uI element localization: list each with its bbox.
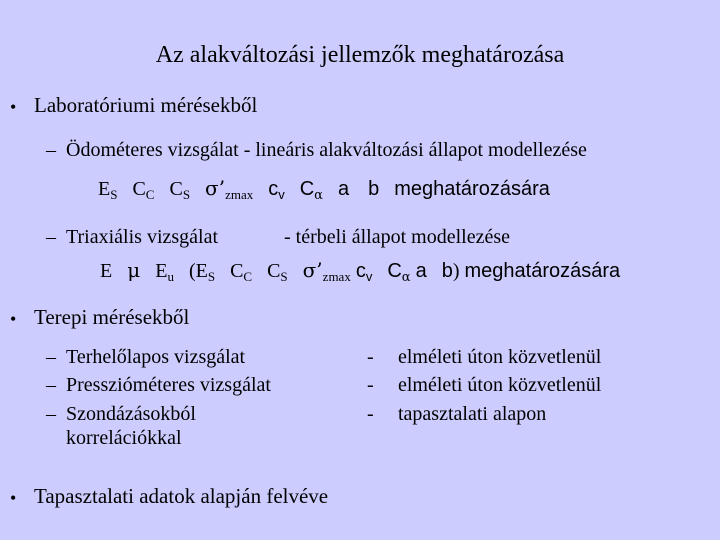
triaxial-description: - térbeli állapot modellezése <box>284 226 511 248</box>
dash-triaxial: – <box>46 226 56 248</box>
dash-field-1: – <box>46 346 56 368</box>
bullet-field: • <box>10 309 17 329</box>
field-note-3: tapasztalati alapon <box>398 403 547 425</box>
oedometer-label: Ödométeres vizsgálat - lineáris alakváltozási állapot modellezése <box>66 139 587 161</box>
empirical-heading: Tapasztalati adatok alapján felvéve <box>34 484 329 508</box>
param-mu: μ <box>127 258 141 282</box>
field-method-2: Presszióméteres vizsgálat <box>66 374 271 396</box>
triaxial-suffix: meghatározására <box>464 260 621 282</box>
oedometer-parameters <box>98 176 550 203</box>
slide-title: Az alakváltozási jellemzők meghatározása <box>155 42 565 68</box>
field-sep-2: - <box>367 374 374 396</box>
field-note-1: elméleti úton közvetlenül <box>398 346 602 368</box>
param-cc: $C_C$ <box>132 178 155 202</box>
param-calpha-tri: $C_\alpha$ <box>387 260 411 285</box>
param-cv: $c_v$ <box>268 178 285 202</box>
param-eu: $E_u$ <box>155 260 174 284</box>
param-cc-tri: $C_C$ <box>230 260 253 284</box>
triaxial-label: Triaxiális vizsgálat <box>66 226 219 248</box>
param-a: a <box>337 178 350 200</box>
field-method-3: Szondázásokból <box>66 403 196 425</box>
param-e: E <box>100 260 113 282</box>
dash-oedometer: – <box>46 139 56 161</box>
bullet-laboratory: • <box>10 97 17 117</box>
param-sigma-zmax: $\sigma’_{zmax}$ <box>205 176 254 202</box>
bullet-empirical: • <box>10 488 17 508</box>
field-method-3-cont: korrelációkkal <box>66 427 182 449</box>
field-method-1: Terhelőlapos vizsgálat <box>66 346 246 368</box>
field-heading: Terepi mérésekből <box>34 305 190 329</box>
field-sep-3: - <box>367 403 374 425</box>
field-sep-1: - <box>367 346 374 368</box>
param-es-tri: ($E_S$ <box>188 260 216 284</box>
triaxial-parameters <box>100 258 620 285</box>
param-sigma-zmax-tri: $\sigma’_{zmax}$ <box>302 258 351 284</box>
param-es: $E_S$ <box>98 178 118 202</box>
field-note-2: elméleti úton közvetlenül <box>398 374 602 396</box>
param-cs: $C_S$ <box>169 178 191 202</box>
param-cv-tri: $c_v$ <box>355 260 373 284</box>
param-calpha: $C_\alpha$ <box>299 178 323 203</box>
param-b-tri: b <box>441 260 453 282</box>
param-a-tri: a <box>415 260 427 282</box>
param-paren-close: ) <box>452 260 460 282</box>
laboratory-heading: Laboratóriumi mérésekből <box>34 93 258 117</box>
param-b: b <box>368 178 380 200</box>
dash-field-3: – <box>46 403 56 425</box>
oedometer-suffix: meghatározására <box>394 178 550 200</box>
dash-field-2: – <box>46 374 56 396</box>
param-cs-tri: $C_S$ <box>267 260 288 284</box>
